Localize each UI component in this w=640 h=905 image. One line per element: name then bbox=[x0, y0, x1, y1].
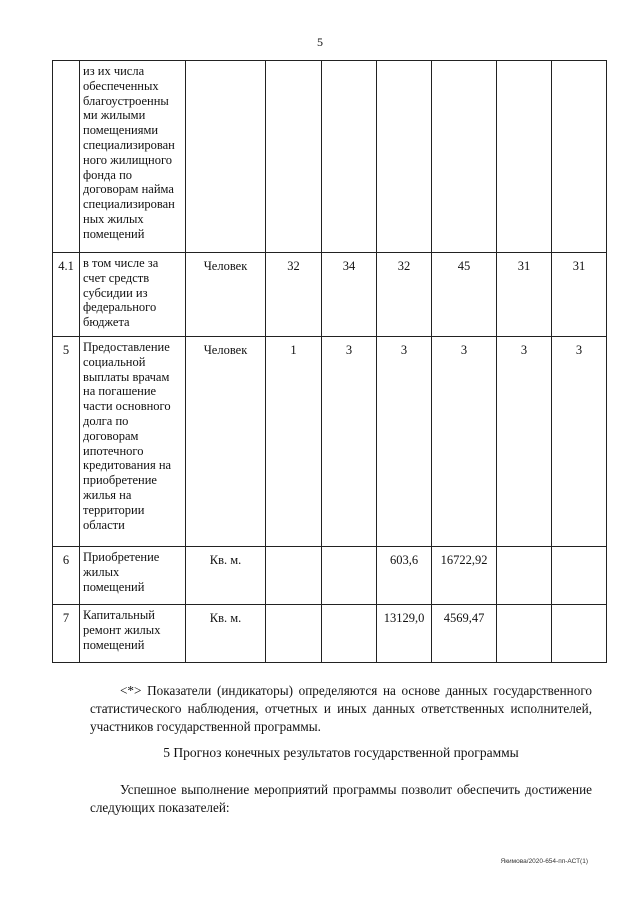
table-row bbox=[53, 605, 607, 663]
value-cell: 31 bbox=[497, 253, 552, 337]
value-cell: 34 bbox=[322, 253, 377, 337]
value-cell bbox=[322, 547, 377, 605]
page-number: 5 bbox=[317, 35, 323, 49]
value-cell: 603,6 bbox=[377, 547, 432, 605]
footer-reference: Якимова/2020-654-пп-АСТ(1) bbox=[500, 858, 588, 865]
value-cell bbox=[552, 547, 607, 605]
indicators-note: <*> Показатели (индикаторы) определяются на основе данных государственного статистического наблюдения, отчетных и иных данных ответственных исполнителей, участников государственной программы. bbox=[90, 683, 592, 734]
value-cell: 32 bbox=[266, 253, 322, 337]
value-cell bbox=[266, 605, 322, 663]
table-row bbox=[53, 547, 607, 605]
value-cell: 4569,47 bbox=[432, 605, 497, 663]
indicator-name: Приобретение жилых помещений bbox=[80, 547, 186, 605]
unit-cell: Человек bbox=[186, 253, 266, 337]
unit-cell bbox=[186, 61, 266, 253]
value-cell: 3 bbox=[497, 337, 552, 547]
value-cell bbox=[377, 61, 432, 253]
value-cell bbox=[432, 61, 497, 253]
value-cell: 3 bbox=[377, 337, 432, 547]
value-cell bbox=[266, 547, 322, 605]
row-number bbox=[53, 61, 80, 253]
table-row bbox=[53, 337, 607, 547]
value-cell bbox=[497, 61, 552, 253]
value-cell bbox=[322, 605, 377, 663]
value-cell: 16722,92 bbox=[432, 547, 497, 605]
value-cell: 3 bbox=[552, 337, 607, 547]
value-cell: 13129,0 bbox=[377, 605, 432, 663]
value-cell bbox=[497, 605, 552, 663]
section-heading: 5 Прогноз конечных результатов государственной программы bbox=[163, 745, 519, 760]
value-cell: 1 bbox=[266, 337, 322, 547]
unit-cell: Кв. м. bbox=[186, 605, 266, 663]
row-number: 7 bbox=[53, 605, 80, 663]
unit-cell: Кв. м. bbox=[186, 547, 266, 605]
value-cell: 3 bbox=[432, 337, 497, 547]
value-cell: 31 bbox=[552, 253, 607, 337]
row-number: 6 bbox=[53, 547, 80, 605]
value-cell bbox=[497, 547, 552, 605]
indicator-name: Предоставление социальной выплаты врачам на погашение части основного долга по договорам ипотечного кредитования на приобретение жилья на территории области bbox=[80, 337, 186, 547]
value-cell: 3 bbox=[322, 337, 377, 547]
indicator-name: из их числа обеспеченных благоустроенны ми жилыми помещениями специализирован ного жилищного фонда по договорам найма специализирован ных жилых помещений bbox=[80, 61, 186, 253]
value-cell bbox=[322, 61, 377, 253]
body-paragraph: Успешное выполнение мероприятий программы позволит обеспечить достижение следующих показателей: bbox=[90, 782, 592, 815]
table-row bbox=[53, 253, 607, 337]
unit-cell: Человек bbox=[186, 337, 266, 547]
table-row bbox=[53, 61, 607, 253]
row-number: 5 bbox=[53, 337, 80, 547]
value-cell bbox=[552, 61, 607, 253]
row-number: 4.1 bbox=[53, 253, 80, 337]
value-cell: 32 bbox=[377, 253, 432, 337]
value-cell bbox=[552, 605, 607, 663]
indicator-name: в том числе за счет средств субсидии из федерального бюджета bbox=[80, 253, 186, 337]
value-cell bbox=[266, 61, 322, 253]
indicator-name: Капитальный ремонт жилых помещений bbox=[80, 605, 186, 663]
indicators-table bbox=[52, 60, 607, 663]
value-cell: 45 bbox=[432, 253, 497, 337]
